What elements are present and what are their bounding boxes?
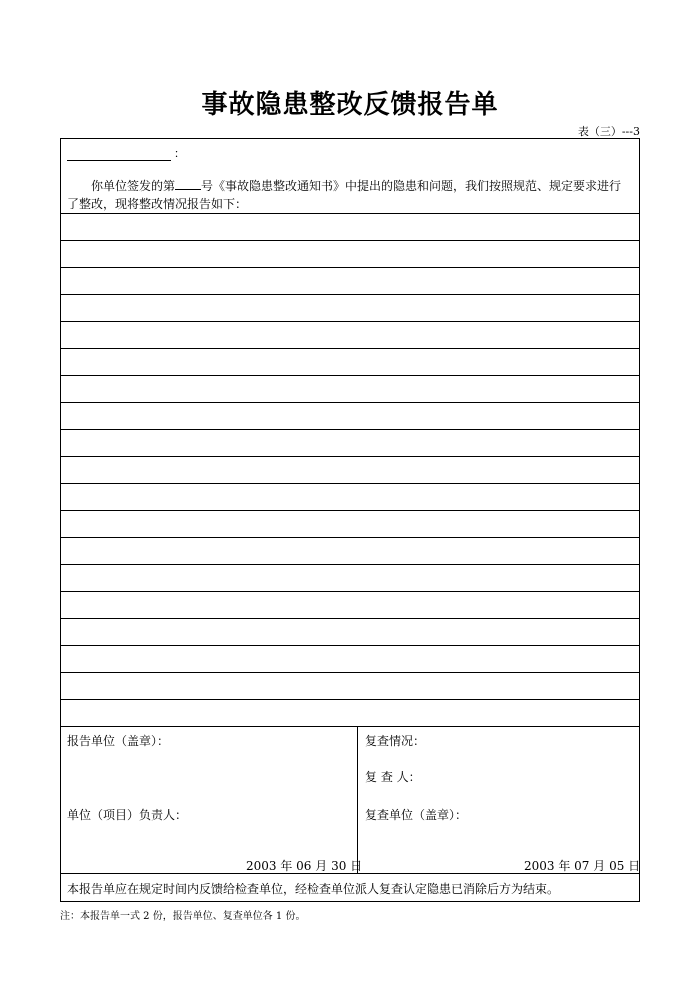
writing-line <box>61 402 639 403</box>
writing-line <box>61 591 639 592</box>
review-unit-label: 复查单位（盖章）： <box>365 808 468 822</box>
intro-text-part1: 你单位签发的第 <box>91 179 176 193</box>
writing-line <box>61 294 639 295</box>
writing-line <box>61 429 639 430</box>
writing-line <box>61 645 639 646</box>
writing-line <box>61 564 639 565</box>
writing-line <box>61 456 639 457</box>
writing-line <box>61 321 639 322</box>
writing-line <box>61 537 639 538</box>
recipient-line <box>67 145 185 161</box>
writing-line <box>61 699 639 700</box>
column-divider <box>357 726 358 873</box>
footnote: 注：本报告单一式 2 份，报告单位、复查单位各 1 份。 <box>60 911 306 922</box>
writing-line <box>61 726 639 727</box>
recipient-blank[interactable] <box>67 148 171 161</box>
writing-line <box>61 267 639 268</box>
report-form <box>60 138 640 902</box>
unit-leader-label: 单位（项目）负责人： <box>67 808 188 822</box>
recipient-colon: ： <box>174 147 185 160</box>
reviewer-label: 复 查 人： <box>365 770 421 784</box>
page-title: 事故隐患整改反馈报告单 <box>201 90 499 120</box>
writing-line <box>61 672 639 673</box>
writing-line <box>61 483 639 484</box>
notice-number-blank[interactable] <box>175 177 201 190</box>
writing-line <box>61 510 639 511</box>
writing-line <box>61 348 639 349</box>
report-date: 2003 年 06 月 30 日 <box>246 859 363 873</box>
writing-line <box>61 618 639 619</box>
closing-instruction: 本报告单应在规定时间内反馈给检查单位，经检查单位派人复查认定隐患已消除后方为结束。 <box>67 882 560 896</box>
intro-text-part2: 号《事故隐患整改通知书》中提出的隐患和问题，我们按照规范、规定要求进行了整改，现将整改情况报告如下： <box>67 179 622 211</box>
review-status-label: 复查情况： <box>365 734 426 748</box>
writing-line <box>61 375 639 376</box>
writing-line <box>61 240 639 241</box>
form-code: 表（三）---3 <box>577 125 640 138</box>
report-unit-label: 报告单位（盖章）： <box>67 734 170 748</box>
intro-paragraph <box>67 177 633 213</box>
review-date: 2003 年 07 月 05 日 <box>524 859 641 873</box>
writing-line <box>61 213 639 214</box>
